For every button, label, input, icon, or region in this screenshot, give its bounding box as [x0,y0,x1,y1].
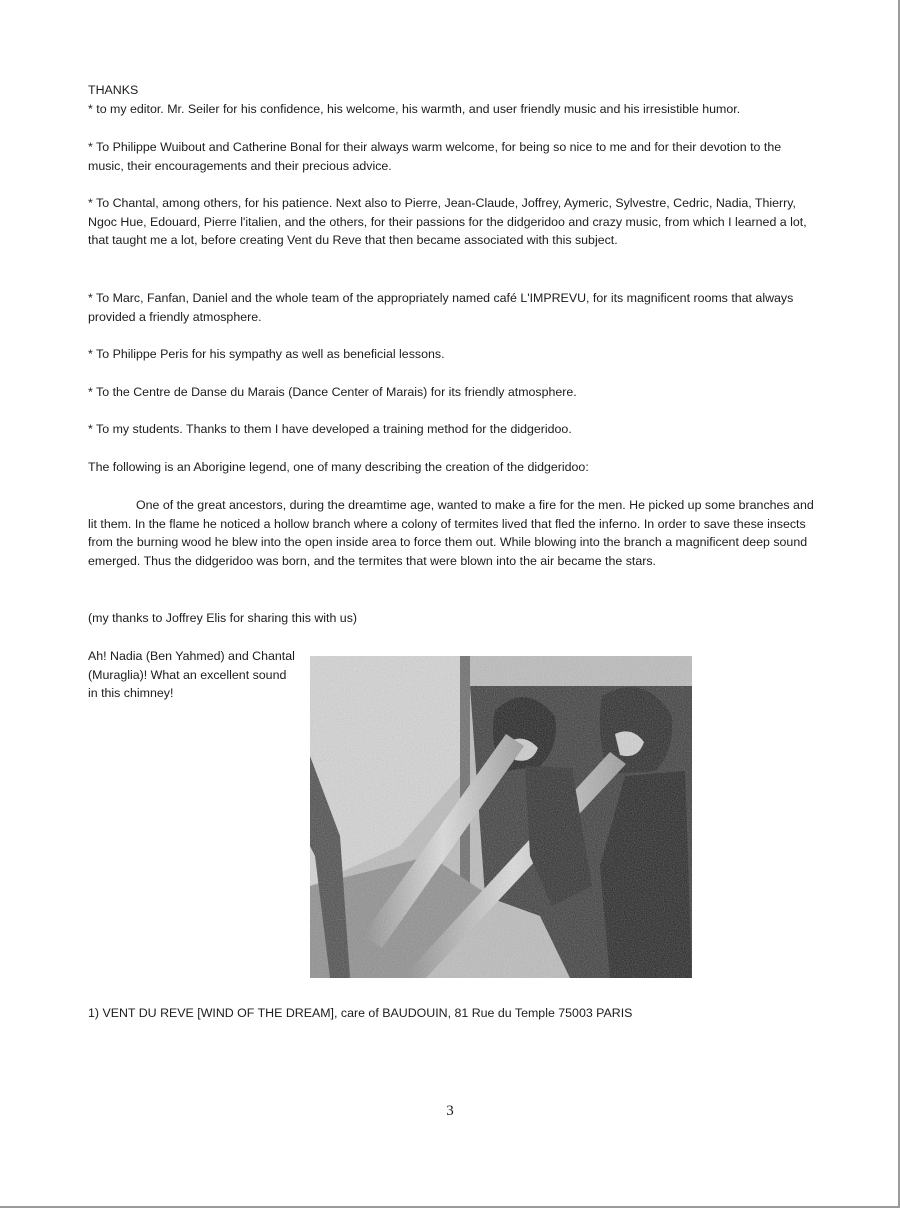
photo-caption: Ah! Nadia (Ben Yahmed) and Chantal (Muraglia)! What an excellent sound in this chimney! [88,649,295,701]
thanks-students: * To my students. Thanks to them I have developed a training method for the didgeridoo. [88,422,572,436]
thanks-dance-center: * To the Centre de Danse du Marais (Dance Center of Marais) for its friendly atmosphere. [88,385,577,399]
legend-credit: (my thanks to Joffrey Elis for sharing this with us) [88,611,358,625]
thanks-peris: * To Philippe Peris for his sympathy as well as beneficial lessons. [88,347,445,361]
page-number: 3 [446,1103,454,1119]
thanks-imprevu: * To Marc, Fanfan, Daniel and the whole team of the appropriately named café L'IMPREVU, for its magnificent rooms that always provided a friendly atmosphere. [88,291,794,324]
didgeridoo-photo [310,656,692,978]
legend-intro: The following is an Aborigine legend, one of many describing the creation of the didgeridoo: [88,460,589,474]
thanks-chantal-and-others: * To Chantal, among others, for his patience. Next also to Pierre, Jean-Claude, Joffrey, Aymeric, Sylvestre, Cedric, Nadia, Thierry, Ngoc Hue, Edouard, Pierre l'italien, and the others, for their passions for the didgeridoo and crazy music, from which I learned a lot, that taught me a lot, before creating Vent du Reve that then became associated with this subject. [88,196,807,248]
legend-text: One of the great ancestors, during the dreamtime age, wanted to make a fire for the men. He picked up some branches and lit them. In the flame he noticed a hollow branch where a colony of termites lived that fled the inferno. In order to save these insects from the burning wood he blew into the open inside area to force them out. While blowing into the branch a magnificent deep sound emerged. Thus the didgeridoo was born, and the termites that were blown into the air became the stars. [88,498,814,568]
footnote-address: 1) VENT DU REVE [WIND OF THE DREAM], care of BAUDOUIN, 81 Rue du Temple 75003 PARIS [88,1006,633,1020]
thanks-heading: THANKS [88,83,139,97]
thanks-editor: * to my editor. Mr. Seiler for his confidence, his welcome, his warmth, and user friendly music and his irresistible humor. [88,102,741,116]
thanks-wuibout-bonal: * To Philippe Wuibout and Catherine Bonal for their always warm welcome, for being so nice to me and for their devotion to the music, their encouragements and their precious advice. [88,140,782,173]
